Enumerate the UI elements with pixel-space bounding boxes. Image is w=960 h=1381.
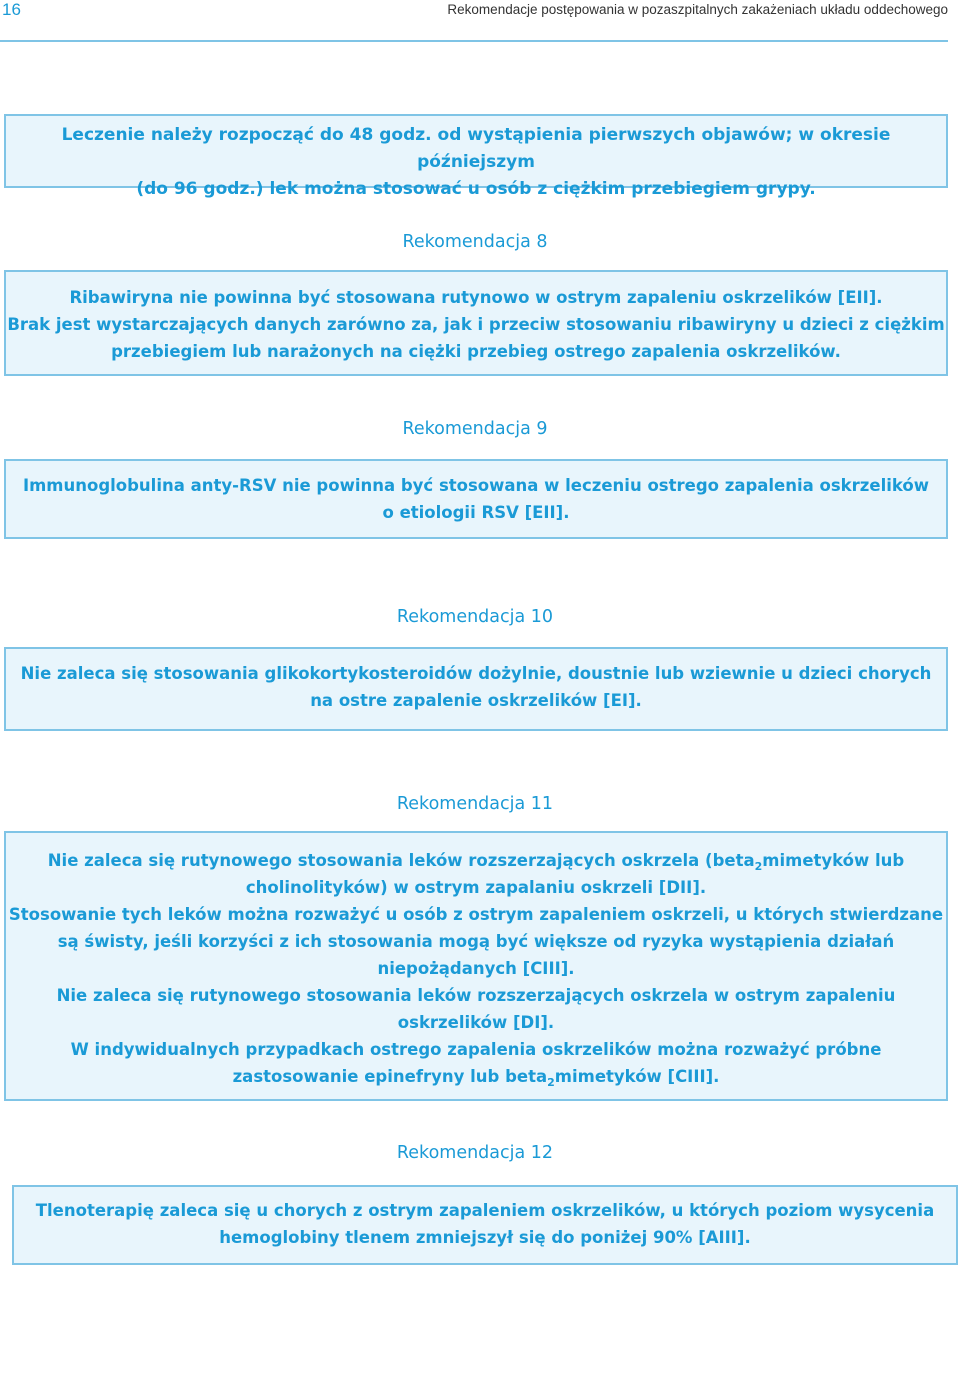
rec11-text-fragment: mimetyków lub xyxy=(762,851,905,870)
rec8-box xyxy=(4,270,948,376)
rec11-text-fragment: Nie zaleca się rutynowego stosowania leków rozszerzających oskrzela (beta xyxy=(47,851,755,870)
rec9-box xyxy=(4,459,948,539)
intro-text-line: Leczenie należy rozpocząć do 48 godz. od wystąpienia pierwszych objawów; w okresie późniejszym xyxy=(61,125,891,172)
rec11-box xyxy=(4,831,948,1101)
rec11-text-line: Stosowanie tych leków można rozważyć u osób z ostrym zapaleniem oskrzeli, u których stwierdzane xyxy=(8,905,944,924)
rec12-title: Rekomendacja 12 xyxy=(396,1143,554,1163)
rec11-text-line: Nie zaleca się rutynowego stosowania leków rozszerzających oskrzela w ostrym zapaleniu xyxy=(56,986,896,1005)
rec10-text-line: Nie zaleca się stosowania glikokortykosteroidów dożylnie, doustnie lub wziewnie u dzieci chorych xyxy=(20,664,932,683)
rec11-text-line: oskrzelików [DI]. xyxy=(397,1013,555,1032)
rec8-text-line: Ribawiryna nie powinna być stosowana rutynowo w ostrym zapaleniu oskrzelików [EII]. xyxy=(69,288,883,307)
rec11-text-fragment: mimetyków [CIII]. xyxy=(554,1067,720,1086)
header-divider xyxy=(0,40,948,42)
rec10-text-line: na ostre zapalenie oskrzelików [EI]. xyxy=(310,691,642,710)
rec11-text-line xyxy=(6,847,946,874)
rec11-text-line: są świsty, jeśli korzyści z ich stosowania mogą być większe od ryzyka wystąpienia działań xyxy=(57,932,895,951)
rec11-title: Rekomendacja 11 xyxy=(396,794,554,814)
rec8-text-line: przebiegiem lub narażonych na ciężki przebieg ostrego zapalenia oskrzelików. xyxy=(111,342,841,361)
rec8-title: Rekomendacja 8 xyxy=(402,232,548,252)
rec12-box xyxy=(12,1185,958,1265)
subscript: 2 xyxy=(754,860,763,873)
rec9-title: Rekomendacja 9 xyxy=(402,419,548,439)
page-number: 16 xyxy=(2,0,21,19)
intro-recommendation-box xyxy=(4,114,948,199)
subscript: 2 xyxy=(547,1076,555,1089)
rec8-text-line: Brak jest wystarczających danych zarówno za, jak i przeciw stosowaniu ribawiryny u dzieci z ciężkim xyxy=(7,315,945,334)
rec11-text-line: cholinolityków) w ostrym zapalaniu oskrzeli [DII]. xyxy=(245,878,707,897)
rec12-text-line: Tlenoterapię zaleca się u chorych z ostrym zapaleniem oskrzelików, u których poziom wysycenia xyxy=(35,1201,935,1220)
rec9-text-line: Immunoglobulina anty-RSV nie powinna być stosowana w leczeniu ostrego zapalenia oskrzelików xyxy=(22,476,930,495)
rec9-text-line: o etiologii RSV [EII]. xyxy=(382,503,570,522)
rec11-text-line: niepożądanych [CIII]. xyxy=(377,959,575,978)
running-header: Rekomendacje postępowania w pozaszpitalnych zakażeniach układu oddechowego xyxy=(447,2,948,17)
rec10-title: Rekomendacja 10 xyxy=(396,607,554,627)
rec11-text-line xyxy=(6,1063,946,1090)
rec10-box xyxy=(4,647,948,731)
rec11-text-line: W indywidualnych przypadkach ostrego zapalenia oskrzelików można rozważyć próbne xyxy=(70,1040,882,1059)
rec11-text-fragment: zastosowanie epinefryny lub beta xyxy=(232,1067,548,1086)
rec12-text-line: hemoglobiny tlenem zmniejszył się do poniżej 90% [AIII]. xyxy=(219,1228,751,1247)
intro-text-line: (do 96 godz.) lek można stosować u osób z ciężkim przebiegiem grypy. xyxy=(136,179,816,199)
